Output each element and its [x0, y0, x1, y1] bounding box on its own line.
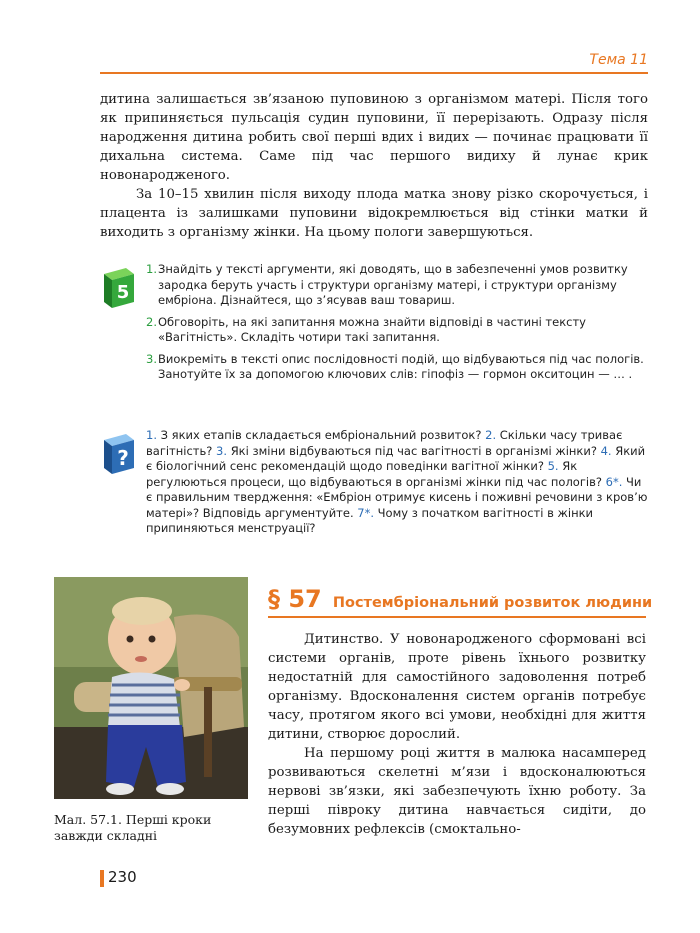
question-text: Який є біологічний сенс рекомендацій щодо поведінки вагітної жінки? [146, 443, 646, 473]
tasks-cube-label: 5 [116, 282, 130, 303]
topic-label: Тема 11 [589, 52, 648, 68]
baby-photo [54, 577, 248, 799]
page-number: 230 [108, 868, 137, 886]
section-paragraph: Дитинство. У новонародженого сформовані всі системи органів, проте рівень їхнього розвитку недостатній для самостійного задоволення потреб організму. Вдосконалення систем органів потребує часу, протягом якого всі умови, необхідні для життя дитини, створює дорослий. [268, 632, 646, 742]
section-number: § 57 [268, 585, 322, 613]
intro-paragraph: За 10–15 хвилин після виходу плода матка знову різко скорочується, і плацента із залишками пуповини відокремлюється від стінки матки й виходить з організму жінки. На цьому пологи завершуються. [100, 187, 648, 240]
tasks-cube-icon [100, 266, 136, 310]
question-cube-label: ? [117, 446, 129, 470]
task-text: Обговоріть, на які запитання можна знайти відповіді в частині тексту «Вагітність». Складіть чотири такі запитання. [158, 314, 586, 344]
question-number: 3. [216, 443, 228, 458]
question-cube-icon [100, 432, 136, 476]
list-item [146, 352, 648, 383]
question-text: Як регулюються процеси, що відбуваються в організмі жінки під час пологів? [146, 459, 602, 489]
page-number-marker [100, 870, 104, 887]
task-number: 3. [146, 351, 157, 366]
question-number: 7*. [357, 505, 374, 520]
question-text: Які зміни відбуваються під час вагітності в організмі жінки? [230, 443, 597, 458]
questions-text [146, 428, 648, 537]
section-heading [268, 585, 652, 613]
task-text: Знайдіть у тексті аргументи, які доводять, що в забезпеченні умов розвитку зародка беруть участь і структури організму матері, і структури організму ембріона. Дізнайтеся, що з’ясував ваш товариш. [158, 262, 628, 307]
question-text: З яких етапів складається ембріональний розвиток? [160, 428, 482, 442]
question-text: Чому з початком вагітності в жінки припиняються менструації? [146, 505, 594, 535]
intro-text [100, 90, 648, 242]
section-rule [268, 616, 646, 618]
question-text: Чи є правильним твердження: «Ембріон отримує кисень і поживні речовини з кров’ю матері»? Відповідь аргументуйте. [146, 474, 648, 520]
list-item [146, 315, 648, 346]
task-number: 2. [146, 314, 157, 329]
list-item [146, 262, 648, 309]
question-number: 5. [547, 459, 559, 473]
section-text [268, 630, 646, 839]
question-number: 6*. [605, 474, 623, 489]
header-rule [100, 72, 648, 74]
intro-paragraph: дитина залишається зв’язаною пуповиною з організмом матері. Після того як припиняється пульсація судин пуповини, її перерізають. Одразу після народження дитина робить свої перші вдих і видих — починає працювати її дихальна система. Саме під час першого видиху й лунає крик новонародженого. [100, 92, 648, 183]
tasks-block [100, 262, 648, 412]
baby-photo-image [54, 577, 248, 799]
question-number: 1. [146, 428, 157, 442]
task-number: 1. [146, 262, 157, 276]
task-text: Виокреміть в тексті опис послідовності подій, що відбуваються під час пологів. Занотуйте їх за допомогою ключових слів: гіпофіз — гормон окситоцин — … . [158, 351, 644, 381]
question-number: 2. [485, 428, 497, 442]
question-number: 4. [600, 443, 612, 458]
task-list [146, 262, 648, 389]
section-paragraph: На першому році життя в малюка насамперед розвиваються скелетні м’язи і вдосконалюються нервові зв’язки, які забезпечують їхню роботу. За перші півроку дитина навчається сидіти, до безумовних рефлексів (смоктально- [268, 746, 646, 837]
question-text: Скільки часу триває вагітність? [146, 428, 623, 458]
section-title: Постембріональний розвиток людини [332, 595, 653, 611]
figure-caption: Мал. 57.1. Перші кроки завжди складні [54, 812, 212, 843]
questions-block [100, 428, 648, 558]
